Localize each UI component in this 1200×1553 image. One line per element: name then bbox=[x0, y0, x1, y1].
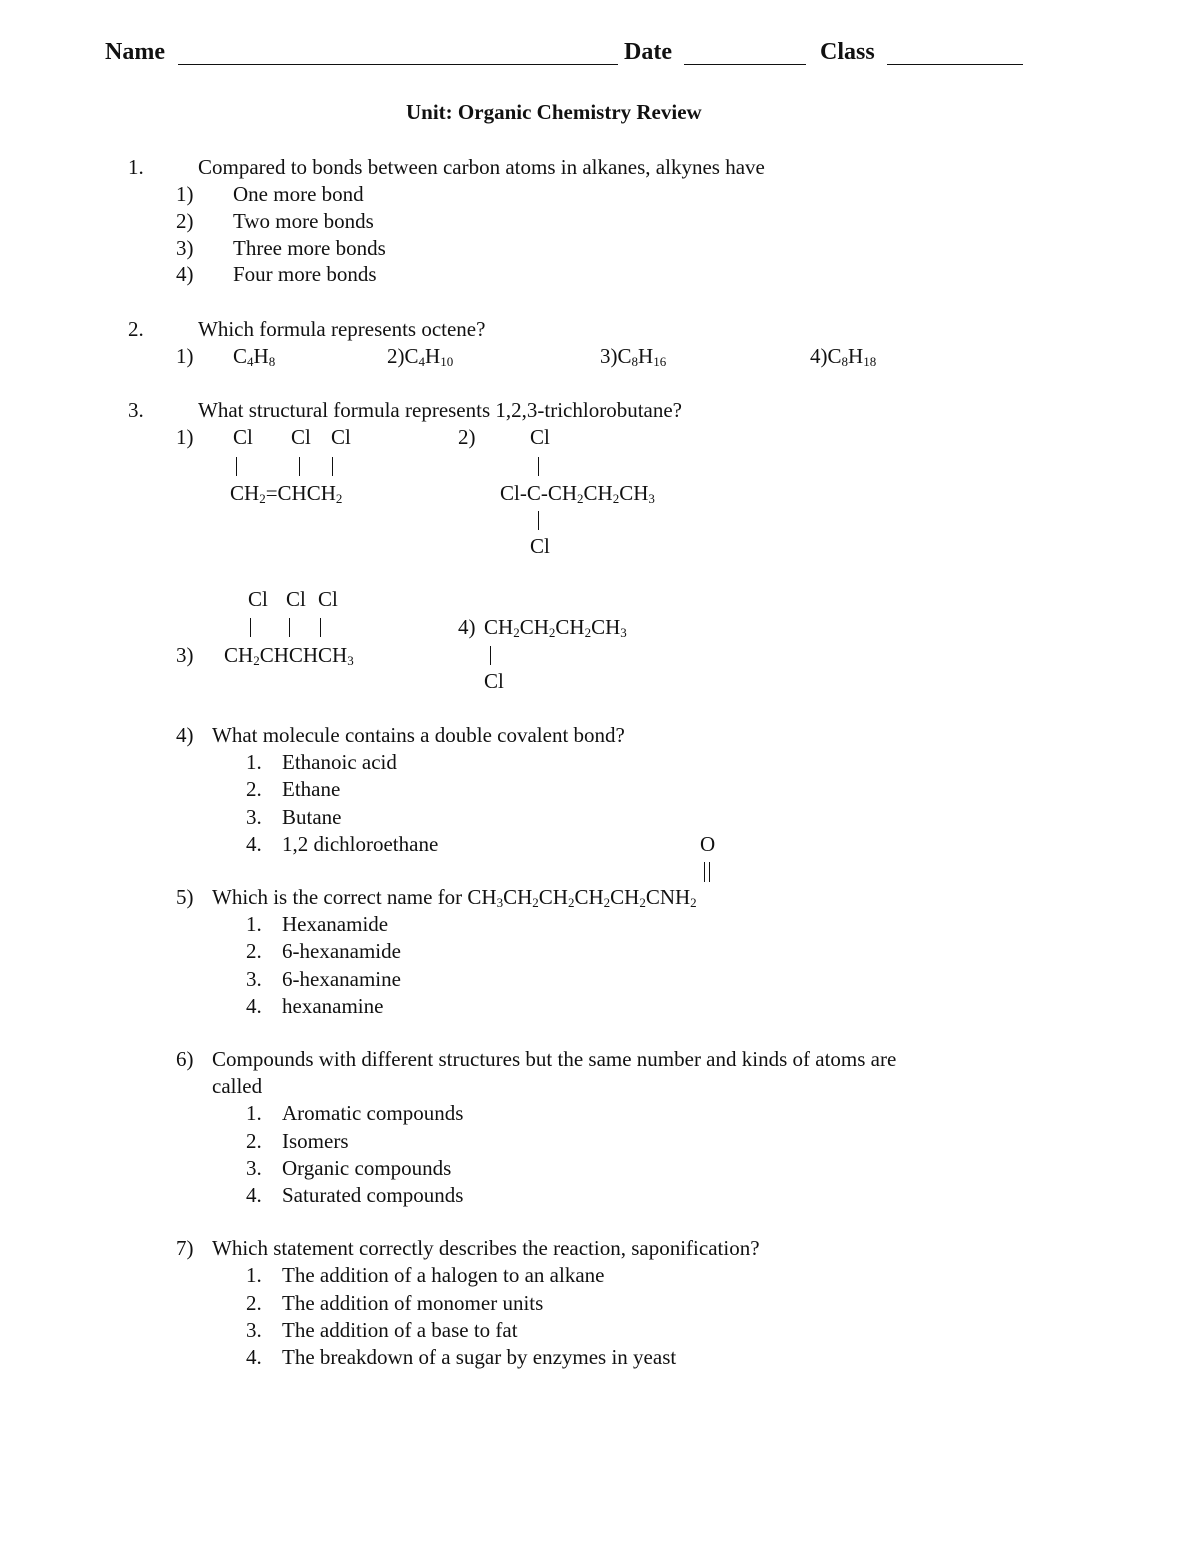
formula-option-2[interactable]: $2)C_4H_{10}$ bbox=[387, 344, 454, 369]
formula-option-4[interactable]: $4)C_8H_{18}$ bbox=[810, 344, 877, 369]
option-number: 2. bbox=[246, 1129, 262, 1153]
option-text[interactable]: 1,2 dichloroethane bbox=[282, 832, 439, 856]
option-number: 4. bbox=[246, 1183, 262, 1207]
option-number: 4. bbox=[246, 832, 262, 856]
chlorine-label: Cl bbox=[331, 425, 351, 449]
option-number: 3. bbox=[246, 967, 262, 991]
option-text[interactable]: hexanamine bbox=[282, 994, 384, 1018]
single-bond bbox=[289, 618, 290, 637]
option-text[interactable]: The addition of a halogen to an alkane bbox=[282, 1263, 605, 1287]
option-text[interactable]: The breakdown of a sugar by enzymes in yeast bbox=[282, 1345, 677, 1369]
question-number: 6) bbox=[176, 1047, 194, 1071]
single-bond bbox=[490, 646, 491, 665]
chlorine-label: Cl bbox=[248, 587, 268, 611]
name-field[interactable] bbox=[178, 64, 618, 65]
option-text[interactable]: Isomers bbox=[282, 1129, 349, 1153]
option-text[interactable]: The addition of monomer units bbox=[282, 1291, 544, 1315]
question-number: 5) bbox=[176, 885, 194, 909]
question-number: 2. bbox=[128, 317, 144, 341]
option-number: 4. bbox=[246, 1345, 262, 1369]
question-text: Compared to bonds between carbon atoms in alkanes, alkynes have bbox=[198, 155, 765, 179]
option-number: 1) bbox=[176, 425, 194, 449]
question-text: Which formula represents octene? bbox=[198, 317, 486, 341]
question-text: What structural formula represents 1,2,3-trichlorobutane? bbox=[198, 398, 682, 422]
option-text[interactable]: Two more bonds bbox=[233, 209, 374, 233]
option-number: 2. bbox=[246, 777, 262, 801]
question-number: 3. bbox=[128, 398, 144, 422]
structure-formula: $CH_2CHCHCH_3$ bbox=[224, 643, 354, 668]
question-text: Compounds with different structures but the same number and kinds of atoms are bbox=[212, 1047, 897, 1071]
structure-formula: $CH_2=CHCH_2$ bbox=[230, 481, 343, 506]
single-bond bbox=[236, 457, 237, 476]
structure-formula: $CH_3CH_2CH_2CH_2CH_2CNH_2$ bbox=[467, 885, 697, 910]
name-label: Name bbox=[105, 39, 165, 65]
option-number: 2) bbox=[458, 425, 476, 449]
option-text[interactable]: Hexanamide bbox=[282, 912, 389, 936]
option-number: 4) bbox=[458, 615, 476, 639]
question-text: Which is the correct name for $CH_3CH_2CH_2CH_2CH_2CNH_2$ bbox=[212, 885, 697, 910]
option-text[interactable]: Four more bonds bbox=[233, 262, 377, 286]
option-text[interactable]: One more bond bbox=[233, 182, 364, 206]
class-field[interactable] bbox=[887, 64, 1023, 65]
option-text[interactable]: Ethanoic acid bbox=[282, 750, 397, 774]
option-number: 1) bbox=[176, 182, 194, 206]
option-text[interactable]: Aromatic compounds bbox=[282, 1101, 464, 1125]
question-number: 4) bbox=[176, 723, 194, 747]
single-bond bbox=[538, 511, 539, 530]
chlorine-label: Cl bbox=[233, 425, 253, 449]
option-number: 1. bbox=[246, 1101, 262, 1125]
chlorine-label: Cl bbox=[286, 587, 306, 611]
formula-option-3[interactable]: $3)C_8H_{16}$ bbox=[600, 344, 667, 369]
option-number: 4) bbox=[176, 262, 194, 286]
single-bond bbox=[299, 457, 300, 476]
option-number: 1. bbox=[246, 912, 262, 936]
option-number: 1. bbox=[246, 750, 262, 774]
chlorine-label: Cl bbox=[530, 425, 550, 449]
option-number: 2. bbox=[246, 939, 262, 963]
chlorine-label: Cl bbox=[530, 534, 550, 558]
structure-formula: $Cl-C-CH_2CH_2CH_3$ bbox=[500, 481, 655, 506]
single-bond bbox=[332, 457, 333, 476]
formula-option-1[interactable]: $C_4H_8$ bbox=[233, 344, 276, 369]
date-field[interactable] bbox=[684, 64, 806, 65]
carbonyl-oxygen: O bbox=[700, 832, 716, 856]
page-title: Unit: Organic Chemistry Review bbox=[406, 100, 702, 124]
option-number: 4. bbox=[246, 994, 262, 1018]
option-number: 1. bbox=[246, 1263, 262, 1287]
option-number: 2. bbox=[246, 1291, 262, 1315]
single-bond bbox=[320, 618, 321, 637]
option-number: 3) bbox=[176, 236, 194, 260]
date-label: Date bbox=[624, 39, 672, 65]
option-text[interactable]: Organic compounds bbox=[282, 1156, 452, 1180]
option-text[interactable]: Butane bbox=[282, 805, 342, 829]
option-text[interactable]: 6-hexanamine bbox=[282, 967, 401, 991]
chlorine-label: Cl bbox=[318, 587, 338, 611]
option-text[interactable]: Ethane bbox=[282, 777, 341, 801]
chlorine-label: Cl bbox=[291, 425, 311, 449]
question-text: What molecule contains a double covalent bond? bbox=[212, 723, 625, 747]
question-text: Which statement correctly describes the reaction, saponification? bbox=[212, 1236, 760, 1260]
option-number: 2) bbox=[176, 209, 194, 233]
question-number: 7) bbox=[176, 1236, 194, 1260]
structure-formula: $CH_2CH_2CH_2CH_3$ bbox=[484, 615, 627, 640]
option-text[interactable]: 6-hexanamide bbox=[282, 939, 401, 963]
option-number: 3) bbox=[176, 643, 194, 667]
chlorine-label: Cl bbox=[484, 669, 504, 693]
question-text-continued: called bbox=[212, 1074, 263, 1098]
single-bond bbox=[250, 618, 251, 637]
class-label: Class bbox=[820, 39, 875, 65]
option-number: 3. bbox=[246, 1156, 262, 1180]
double-bond bbox=[704, 862, 710, 882]
single-bond bbox=[538, 457, 539, 476]
option-text[interactable]: Three more bonds bbox=[233, 236, 386, 260]
option-number: 1) bbox=[176, 344, 194, 368]
option-text[interactable]: The addition of a base to fat bbox=[282, 1318, 518, 1342]
option-number: 3. bbox=[246, 805, 262, 829]
option-text[interactable]: Saturated compounds bbox=[282, 1183, 464, 1207]
option-number: 3. bbox=[246, 1318, 262, 1342]
question-number: 1. bbox=[128, 155, 144, 179]
